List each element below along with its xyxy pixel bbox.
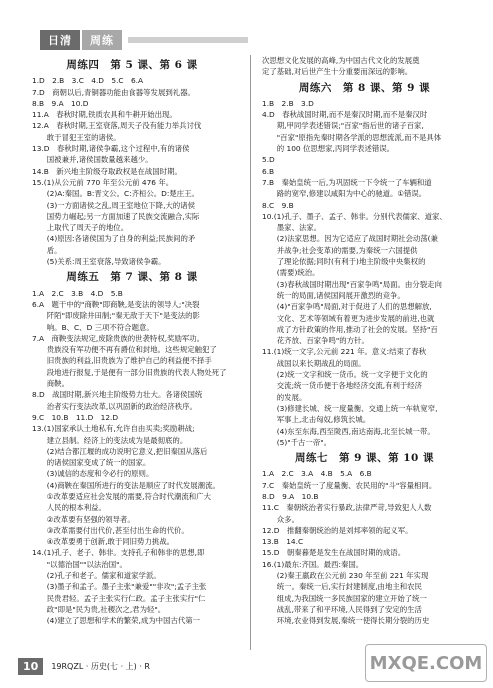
answer-line: 4.D 春秋战国时期,而不是秦汉时期,而不是秦汉时 — [262, 110, 428, 120]
answer-line: 10.(1)孔子、墨子、孟子、韩非。分别代表儒家、道家、 — [262, 211, 447, 221]
section-body-week4 — [32, 75, 232, 267]
answer-line: 上取代了周天子的地位。 — [32, 223, 129, 233]
answer-line: 期,甲同学表述错误;"百家"指后世的诸子百家, — [262, 121, 424, 131]
answer-line: (2)结合都江堰的成功说明它意义,把旧秦国从落后 — [32, 446, 208, 456]
answer-line: 旧贵族的利益,旧贵族为了维护自己的利益便不择手 — [32, 356, 212, 366]
answer-line: 治者实行变法改革,以巩固新的政治经济秩序。 — [32, 401, 197, 411]
header-decorative-bar — [128, 37, 248, 43]
section-title-week5: 周练五 第 7 课、第 8 课 — [66, 271, 198, 284]
answer-line: (2)秦王嬴政在公元前 230 年至前 221 年实现 — [262, 571, 429, 581]
answer-line: 统一。秦统一后,实行封建制度,由地主和农民 — [262, 582, 422, 592]
answer-line: (需要)统治。 — [262, 268, 320, 278]
page-number: 10 — [18, 658, 43, 675]
answer-line: 国被兼并,诸侯国数量越来越少。 — [32, 155, 153, 165]
answer-line: (3)诚信的态度和令必行的原则。 — [32, 469, 154, 479]
answer-line: 8.D 9.A 10.B — [262, 491, 319, 501]
answer-line: 1.A 2.C 3.B 4.D 5.B — [32, 288, 123, 298]
answer-line: (4)建立了思想和学术的繁荣,成为中国古代第一 — [32, 616, 201, 626]
answer-line: ①改革要适应社会发展的需要,符合时代潮流和广大 — [32, 491, 211, 501]
answer-line: 13.B 14.C — [262, 537, 304, 547]
answer-line: ④改革要勇于创新,敢于同旧势力挑战。 — [32, 537, 175, 547]
answer-line: 建立县制。经济上的变法成为是最彻底的。 — [32, 435, 188, 445]
answer-line: 并战争;社会变革)的需要,为秦统一六国提供 — [262, 245, 418, 255]
answer-line: 战乱,带来了和平环境,人民得到了安定的生活 — [262, 604, 422, 614]
answer-line: 军事上,北击匈奴,修筑长城。 — [262, 415, 371, 425]
answer-line: 统一的局面,诸侯国间展开激烈的竞争。 — [262, 290, 405, 300]
answer-line: 7.C 秦始皇统一了度量衡、农民用的"斗"容量相同。 — [262, 480, 437, 490]
answer-line: 13.(1)国家承认土地私有,允许自由买卖;奖励耕战; — [32, 424, 195, 434]
section-title-week7: 周练七 第 9 课、第 10 课 — [294, 452, 435, 465]
answer-line: 9.C 10.B 11.D 12.D — [32, 412, 119, 422]
answer-line: 6.A 题干中的"商鞅"即商鞅,是变法的领导人;"决裂 — [32, 299, 200, 309]
answer-line: "百家"原指先秦时期各学派的思想流派,而不是具体 — [262, 132, 442, 142]
answer-line: 7.B 秦始皇统一后,为巩固统一下令统一了车辆和道 — [262, 177, 432, 187]
answer-line: 的诸侯国家变成了统一的国家。 — [32, 458, 151, 468]
answer-line: 阡陌"即废除井田制;"秦无敌于天下"是变法的影 — [32, 311, 200, 321]
answer-line: 敢于冒犯王室的诸侯。 — [32, 132, 121, 142]
answer-line: 6.B — [262, 166, 275, 176]
answer-line: 11.C 秦朝统治者实行暴政,法律严苛,导致犯人人数 — [262, 503, 432, 513]
answer-line: 政"即是"民为贵,社稷次之,君为轻"。 — [32, 604, 166, 614]
header-tab-daily: 日清 — [40, 30, 80, 50]
answer-line: 14.(1)孔子、老子、韩非。支持孔子和韩非的思想,即 — [32, 548, 205, 558]
left-column — [32, 55, 232, 627]
answer-line: 15.(1)从公元前 770 年至公元前 476 年。 — [32, 177, 174, 187]
answer-line: 国势力崛起;另一方面加速了民族交流融合,实际 — [32, 211, 200, 221]
answer-line: (4)商鞅在秦国所进行的变法是顺应了时代发展潮流。 — [32, 480, 220, 490]
answer-line: (4)东至东海,西至陇西,南达南海,北至长城一带。 — [262, 426, 435, 436]
column-divider — [250, 55, 251, 650]
answer-line: (5)"千古一帝"。 — [262, 437, 332, 447]
page-footer — [18, 658, 150, 675]
page-header — [40, 30, 248, 50]
answer-line: (3)修建长城、统一度量衡、交通上统一车轨宽窄, — [262, 403, 438, 413]
answer-line: 1.D 2.B 3.C 4.D 5.C 6.A — [32, 76, 144, 86]
section-body-week5 — [32, 288, 232, 627]
answer-line: ②改革要有坚强的领导者。 — [32, 514, 135, 524]
answer-line: 8.C 9.B — [262, 200, 294, 210]
answer-line: 16.(1)最东:齐国。最西:秦国。 — [262, 559, 364, 569]
answer-line: 段地进行报复,于是便有一部分旧贵族的代表人物处死了 — [32, 367, 227, 377]
answer-line: 8.D 战国时期,新兴地主阶级势力壮大。各诸侯国统 — [32, 390, 203, 400]
answer-line: 文化、艺术等领域有着更为进步发展的前进,也就 — [262, 313, 435, 323]
section-body-week6 — [262, 98, 467, 448]
section-title-week6: 周练六 第 8 课、第 9 课 — [298, 81, 431, 94]
answer-line: 次思想文化发展的高峰,为中国古代文化的发展奠 — [262, 56, 420, 65]
answer-line: 战国以来长期战乱的局面。 — [262, 358, 366, 368]
section-title-week4: 周练四 第 5 课、第 6 课 — [66, 59, 198, 71]
answer-line: 交流;统一货币便于各地经济交流,有利于经济 — [262, 381, 423, 391]
answer-line: 12.A 春秋时期,王室衰落,周天子没有能力举兵讨伐 — [32, 121, 202, 131]
answer-line: 盾。 — [32, 245, 62, 255]
answer-line: 组成,为我国统一多民族国家的建立开始了统一 — [262, 593, 427, 603]
answer-line: 民贵君轻。孟子主张实行仁政。孟子主张实行"仁 — [32, 593, 206, 603]
answer-line: (2)统一文字和统一货币。统一文字便于文化的 — [262, 370, 428, 380]
watermark-logo: MXQE.COM — [365, 644, 487, 682]
answer-line: 的发展。 — [262, 392, 307, 402]
answer-line: 墨家、法家。 — [262, 223, 322, 233]
answer-line: "以德治国""以法治国"。 — [32, 559, 127, 569]
answer-line: 1.A 2.C 3.A 4.B 5.A 6.B — [262, 469, 372, 479]
answer-line: (5)关系:周王室衰落,导致诸侯争霸。 — [32, 257, 166, 267]
answer-line: (3)一方面诸侯之乱,周王室地位下降,大的诸侯 — [32, 200, 195, 210]
answer-line: 商鞅。 — [32, 379, 69, 389]
answer-line: 花齐放、百家争鸣"的方针。 — [262, 336, 369, 346]
answer-line: 12.D 推翻秦朝统治的是刘邦率领的起义军。 — [262, 525, 413, 535]
answer-line: 的 100 位思想家,丙同学表述错误。 — [262, 144, 395, 154]
answer-line: (2)孔子和老子。儒家和道家学派。 — [32, 571, 161, 581]
header-tab-weekly: 周练 — [82, 30, 122, 50]
section-body-week7 — [262, 468, 467, 626]
answer-line: (3)春秋战国时期出现"百家争鸣"局面。由分裂走向 — [262, 279, 442, 289]
answer-line: 13.D 春秋时期,诸侯争霸,这个过程中,有的诸侯 — [32, 144, 190, 154]
answer-line: 人民的根本利益。 — [32, 503, 106, 513]
answer-line: 成了方针政策的作用,推动了社会的发展。坚持"百 — [262, 324, 438, 334]
answer-line: 1.B 2.B 3.D — [262, 98, 314, 108]
answer-line: 路的宽窄,修建以咸阳为中心的驰道。①错误。 — [262, 189, 427, 199]
answer-line: 定了基础,对后世产生十分重要而深远的影响。 — [262, 67, 413, 77]
answer-line: 5.D — [262, 155, 275, 165]
answer-line: 14.B 新兴地主阶级夺取政权是在战国时期。 — [32, 166, 182, 176]
answer-line: 8.B 9.A 10.D — [32, 98, 89, 108]
answer-line: 7.D 商朝以后,青铜器功能由食器等发展到礼器。 — [32, 87, 195, 97]
answer-line: 众多。 — [262, 514, 299, 524]
continued-text — [262, 55, 467, 78]
answer-line: 响。B、C、D 三项不符合题意。 — [32, 322, 154, 332]
answer-line: 环境,农业得到发展,秦统一使得长期分裂的历史 — [262, 616, 430, 626]
answer-line: (2)A:秦国。B:晋文公。C:齐桓公。D:楚庄王。 — [32, 189, 199, 199]
answer-line: (3)墨子和孟子。墨子主张"兼爱""非攻";孟子主张 — [32, 582, 207, 592]
answer-line: (2)法家思想。因为它适应了战国时期社会动荡(兼 — [262, 234, 438, 244]
answer-line: 15.D 朝秦暮楚是发生在战国时期的成语。 — [262, 548, 406, 558]
answer-line: (4)原因:各诸侯国为了自身的利益;民族间的矛 — [32, 234, 196, 244]
answer-line: 贵族没有军功便不再有爵位和封地。这些规定触犯了 — [32, 345, 217, 355]
answer-line: (4)"百家争鸣"局面,对于促进了人们的思想解放, — [262, 302, 432, 312]
answer-line: 了理论依据;同时(有利于)地主阶级中央集权的 — [262, 257, 426, 267]
answer-line: 7.A 商鞅变法规定,废除贵族的世袭特权,奖励军功。 — [32, 333, 205, 343]
answer-line: ③改革需要付出代价,甚至付出生命的代价。 — [32, 525, 189, 535]
right-column — [262, 55, 467, 627]
answer-line: 11.(1)统一文字,公元前 221 年。意义:结束了春秋 — [262, 347, 427, 357]
book-code: 19RQZL · 历史(七 · 上) · R — [51, 662, 150, 671]
answer-line: 11.A 春秋时期,铁质农具和牛耕开始出现。 — [32, 110, 177, 120]
